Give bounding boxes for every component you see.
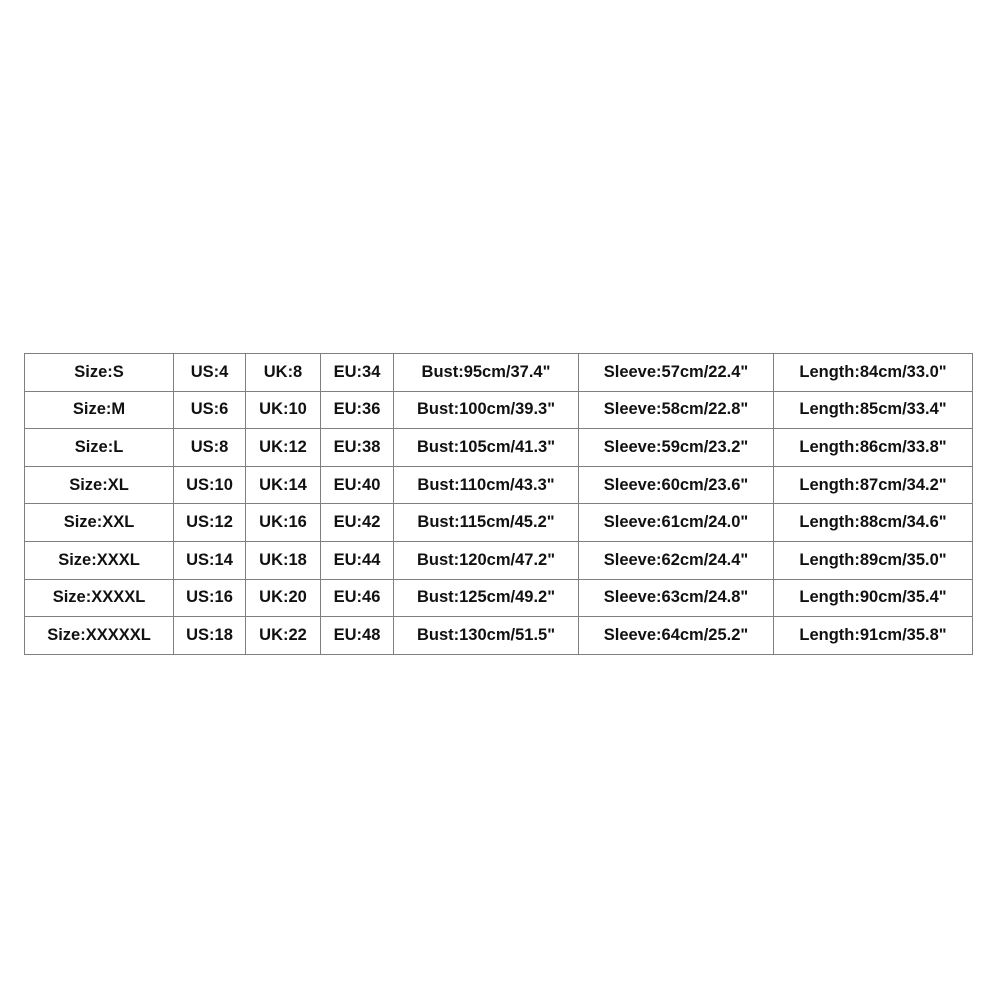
us-size-cell: US:10 [174, 466, 246, 504]
sleeve-cell: Sleeve:57cm/22.4" [579, 354, 774, 392]
table-row [25, 391, 973, 429]
bust-cell: Bust:115cm/45.2" [394, 504, 579, 542]
eu-size-cell: EU:42 [321, 504, 394, 542]
sleeve-cell: Sleeve:64cm/25.2" [579, 617, 774, 655]
length-cell: Length:90cm/35.4" [774, 579, 973, 617]
us-size-cell: US:14 [174, 541, 246, 579]
sleeve-cell: Sleeve:63cm/24.8" [579, 579, 774, 617]
us-size-cell: US:16 [174, 579, 246, 617]
size-cell: Size:M [25, 391, 174, 429]
sleeve-cell: Sleeve:60cm/23.6" [579, 466, 774, 504]
length-cell: Length:87cm/34.2" [774, 466, 973, 504]
bust-cell: Bust:105cm/41.3" [394, 429, 579, 467]
length-cell: Length:85cm/33.4" [774, 391, 973, 429]
bust-cell: Bust:110cm/43.3" [394, 466, 579, 504]
eu-size-cell: EU:48 [321, 617, 394, 655]
size-cell: Size:XXL [25, 504, 174, 542]
uk-size-cell: UK:10 [246, 391, 321, 429]
bust-cell: Bust:100cm/39.3" [394, 391, 579, 429]
uk-size-cell: UK:14 [246, 466, 321, 504]
eu-size-cell: EU:38 [321, 429, 394, 467]
table-row [25, 354, 973, 392]
size-cell: Size:S [25, 354, 174, 392]
us-size-cell: US:18 [174, 617, 246, 655]
eu-size-cell: EU:34 [321, 354, 394, 392]
length-cell: Length:89cm/35.0" [774, 541, 973, 579]
eu-size-cell: EU:46 [321, 579, 394, 617]
table-row [25, 466, 973, 504]
size-cell: Size:XXXXXL [25, 617, 174, 655]
sleeve-cell: Sleeve:59cm/23.2" [579, 429, 774, 467]
length-cell: Length:84cm/33.0" [774, 354, 973, 392]
us-size-cell: US:4 [174, 354, 246, 392]
us-size-cell: US:6 [174, 391, 246, 429]
bust-cell: Bust:125cm/49.2" [394, 579, 579, 617]
size-chart-body [25, 354, 973, 655]
table-row [25, 504, 973, 542]
table-row [25, 429, 973, 467]
table-row [25, 541, 973, 579]
table-row [25, 617, 973, 655]
us-size-cell: US:8 [174, 429, 246, 467]
size-cell: Size:L [25, 429, 174, 467]
uk-size-cell: UK:8 [246, 354, 321, 392]
uk-size-cell: UK:12 [246, 429, 321, 467]
uk-size-cell: UK:22 [246, 617, 321, 655]
length-cell: Length:86cm/33.8" [774, 429, 973, 467]
eu-size-cell: EU:36 [321, 391, 394, 429]
eu-size-cell: EU:44 [321, 541, 394, 579]
length-cell: Length:91cm/35.8" [774, 617, 973, 655]
eu-size-cell: EU:40 [321, 466, 394, 504]
size-cell: Size:XL [25, 466, 174, 504]
us-size-cell: US:12 [174, 504, 246, 542]
size-cell: Size:XXXL [25, 541, 174, 579]
uk-size-cell: UK:18 [246, 541, 321, 579]
bust-cell: Bust:120cm/47.2" [394, 541, 579, 579]
sleeve-cell: Sleeve:58cm/22.8" [579, 391, 774, 429]
sleeve-cell: Sleeve:61cm/24.0" [579, 504, 774, 542]
bust-cell: Bust:130cm/51.5" [394, 617, 579, 655]
length-cell: Length:88cm/34.6" [774, 504, 973, 542]
size-cell: Size:XXXXL [25, 579, 174, 617]
table-row [25, 579, 973, 617]
uk-size-cell: UK:20 [246, 579, 321, 617]
sleeve-cell: Sleeve:62cm/24.4" [579, 541, 774, 579]
uk-size-cell: UK:16 [246, 504, 321, 542]
size-chart-table [24, 353, 973, 655]
bust-cell: Bust:95cm/37.4" [394, 354, 579, 392]
